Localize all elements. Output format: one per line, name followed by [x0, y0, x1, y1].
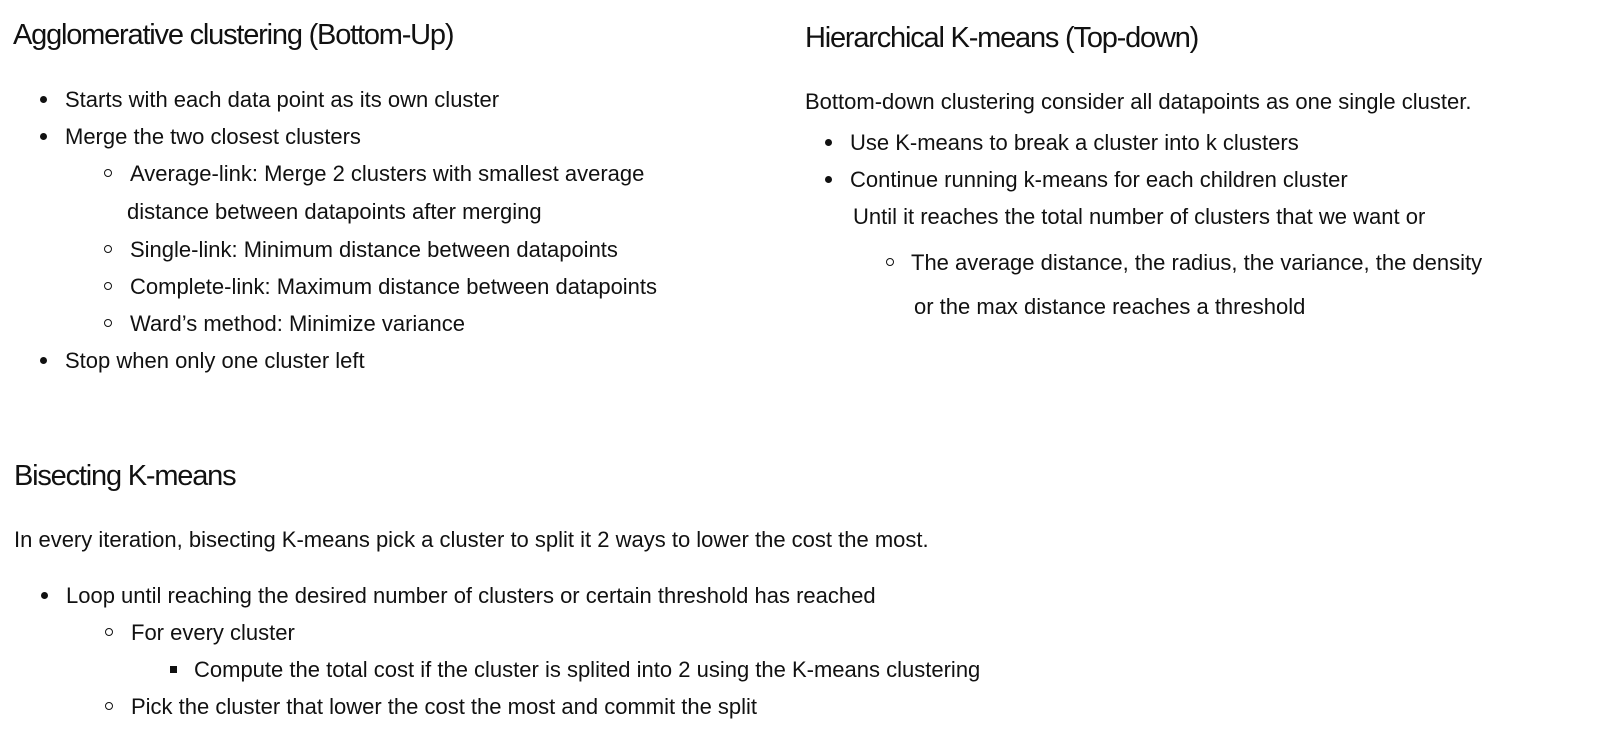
- agglomerative-section: [13, 18, 783, 379]
- bullet-circle-icon: [886, 258, 894, 266]
- bisecting-title: Bisecting K-means: [14, 460, 236, 492]
- bullet-circle-icon: [105, 702, 113, 710]
- bullet-dot-icon: [825, 176, 832, 183]
- list-item-continuation: or the max distance reaches a threshold: [914, 294, 1306, 319]
- list-item: Ward’s method: Minimize variance: [0, 305, 783, 342]
- bullet-dot-icon: [40, 357, 47, 364]
- hierarchical-section: [805, 21, 1595, 329]
- bisecting-section: [14, 459, 1584, 725]
- list-item: Average-link: Merge 2 clusters with smallest average: [0, 155, 783, 193]
- bullet-circle-icon: [104, 245, 112, 253]
- bullet-square-icon: [170, 666, 177, 673]
- list-item: Use K-means to break a cluster into k clusters: [785, 124, 1595, 161]
- bullet-circle-icon: [105, 628, 113, 636]
- bullet-circle-icon: [104, 169, 112, 177]
- list-item-continuation: distance between datapoints after merging: [127, 199, 542, 224]
- agglomerative-title: Agglomerative clustering (Bottom-Up): [13, 19, 454, 51]
- bullet-dot-icon: [40, 133, 47, 140]
- agglomerative-list: [0, 81, 783, 379]
- list-item: Continue running k-means for each children cluster: [785, 161, 1595, 198]
- list-item: Single-link: Minimum distance between datapoints: [0, 231, 783, 268]
- hierarchical-intro: Bottom-down clustering consider all datapoints as one single cluster.: [805, 89, 1472, 114]
- bullet-dot-icon: [40, 96, 47, 103]
- list-item: Complete-link: Maximum distance between datapoints: [0, 268, 783, 305]
- list-item: Stop when only one cluster left: [0, 342, 783, 379]
- bisecting-list: [0, 577, 1584, 725]
- list-item: For every cluster: [0, 614, 1584, 651]
- list-item: Merge the two closest clusters: [0, 118, 783, 155]
- list-item: Compute the total cost if the cluster is splited into 2 using the K-means clustering: [0, 651, 1584, 688]
- list-item: Pick the cluster that lower the cost the most and commit the split: [0, 688, 1584, 725]
- hierarchical-list: [785, 124, 1595, 329]
- list-item: Starts with each data point as its own cluster: [0, 81, 783, 118]
- bullet-circle-icon: [104, 319, 112, 327]
- hierarchical-title: Hierarchical K-means (Top-down): [805, 22, 1199, 54]
- list-item: Loop until reaching the desired number of clusters or certain threshold has reached: [0, 577, 1584, 614]
- list-item-continuation: Until it reaches the total number of clusters that we want or: [853, 204, 1426, 229]
- list-item: The average distance, the radius, the variance, the density: [785, 241, 1595, 285]
- bullet-circle-icon: [104, 282, 112, 290]
- bullet-dot-icon: [825, 139, 832, 146]
- bullet-dot-icon: [41, 592, 48, 599]
- bisecting-intro: In every iteration, bisecting K-means pick a cluster to split it 2 ways to lower the cost the most.: [14, 527, 929, 552]
